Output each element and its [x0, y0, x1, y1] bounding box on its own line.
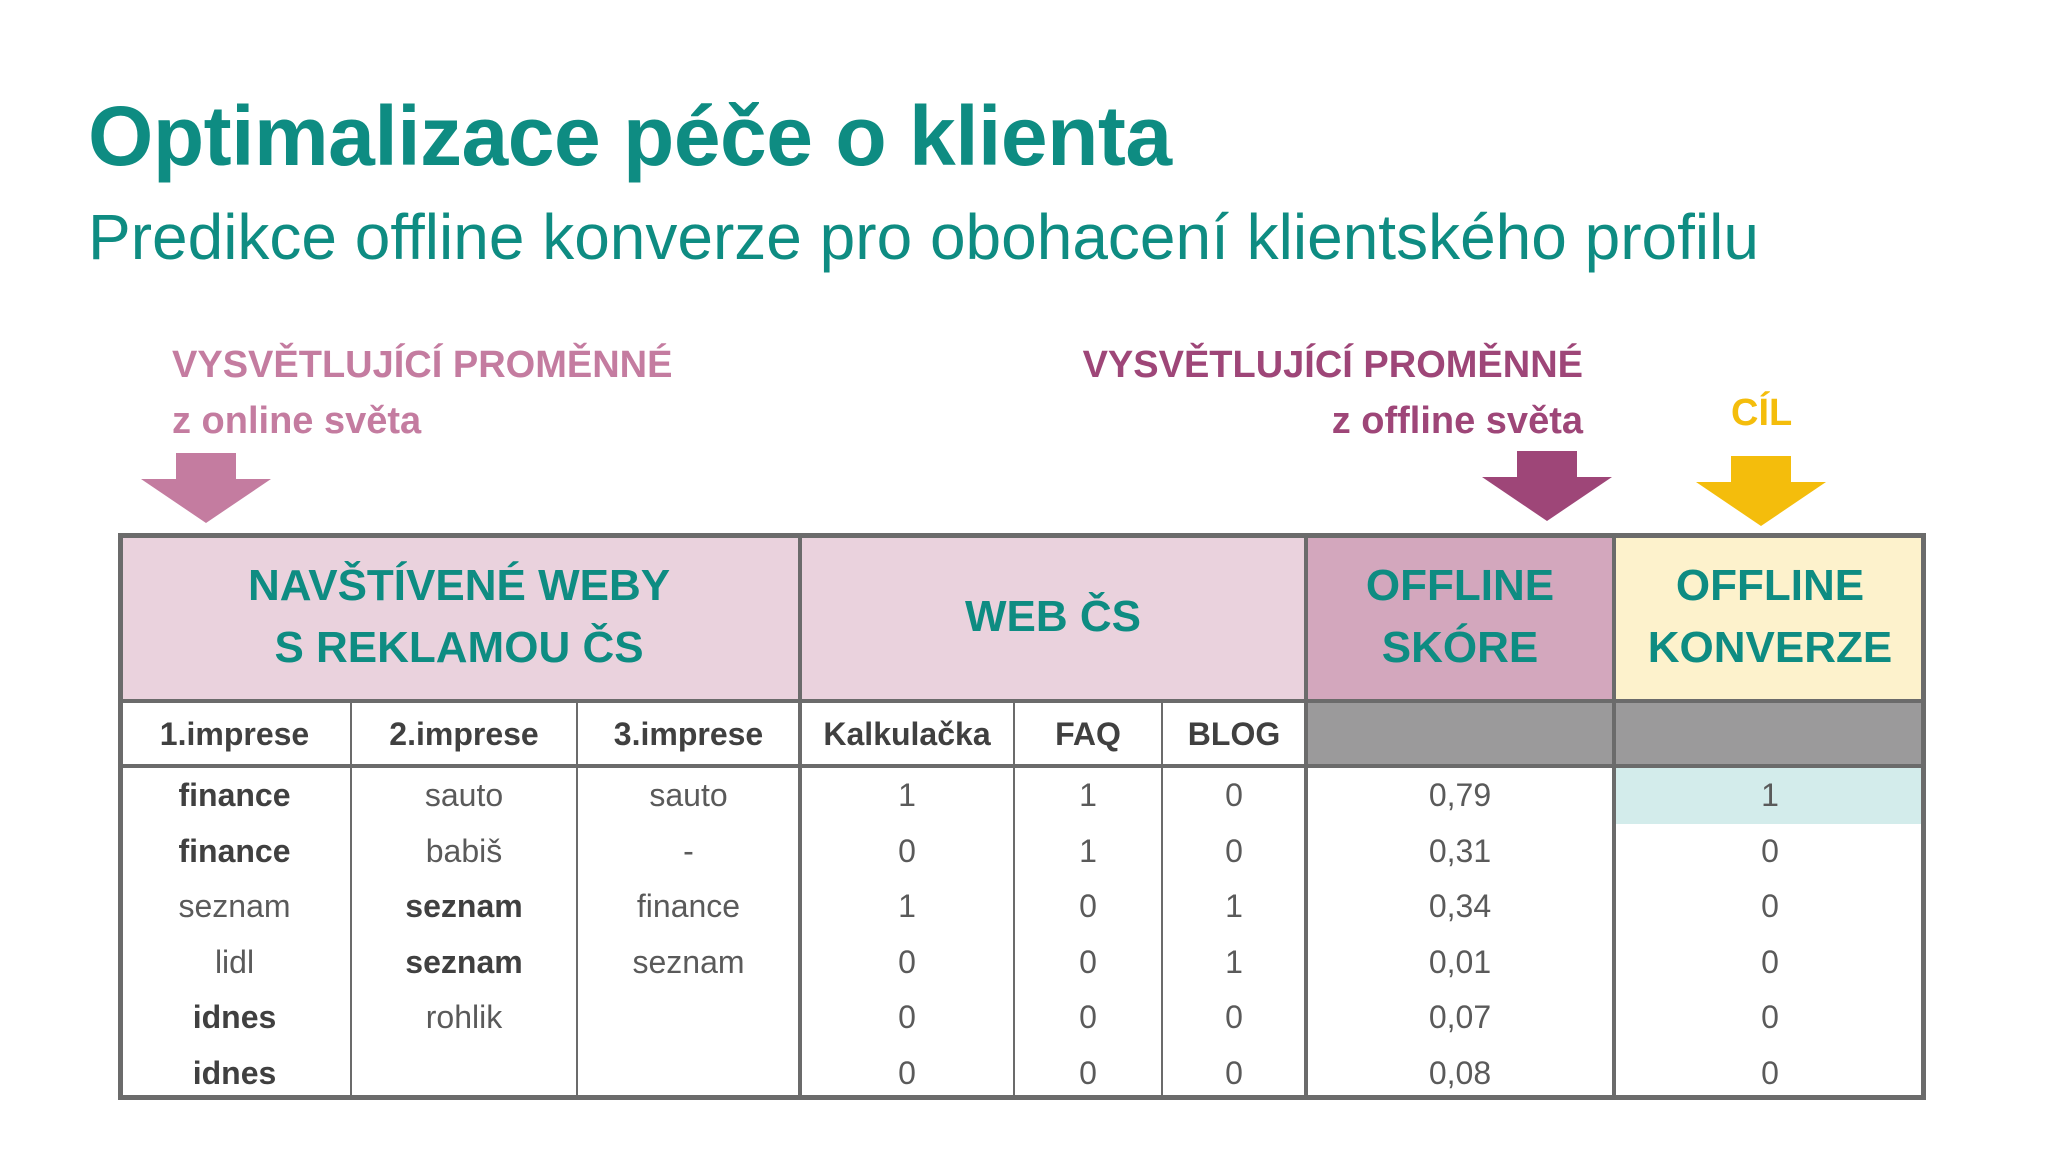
- divider-header: [118, 699, 1926, 703]
- column-header-3-imprese: 3.imprese: [613, 715, 764, 752]
- table-cell-blog: 1: [1225, 888, 1243, 925]
- column-header-score-blank: [1306, 701, 1614, 767]
- table-cell-conv: 1: [1761, 777, 1779, 814]
- online-variables-label: [172, 337, 672, 449]
- table-cell-c3: sauto: [649, 777, 728, 814]
- header-offline-score-line1: OFFLINE: [1365, 561, 1555, 610]
- table-cell-c1: seznam: [178, 888, 291, 925]
- table-cell-conv: 0: [1761, 888, 1779, 925]
- table-cell-faq: 0: [1079, 1054, 1097, 1091]
- table-cell-c1: idnes: [192, 1054, 277, 1091]
- conversion-table: [118, 533, 1926, 1100]
- table-cell-c1: lidl: [214, 943, 255, 980]
- column-header-kalkulacka: Kalkulačka: [823, 715, 991, 752]
- table-cell-faq: 1: [1079, 777, 1097, 814]
- divider-col-1: [350, 701, 352, 1100]
- table-cell-blog: 1: [1225, 943, 1243, 980]
- divider-col-2: [576, 701, 578, 1100]
- table-cell-kalk: 0: [898, 943, 916, 980]
- offline-variables-label: [1083, 337, 1583, 449]
- table-cell-kalk: 0: [898, 999, 916, 1036]
- header-visited-websites-line1: NAVŠTÍVENÉ WEBY: [247, 561, 671, 610]
- table-cell-conv: 0: [1761, 943, 1779, 980]
- table-cell-c3: [577, 990, 800, 1046]
- offline-label-line2: z offline světa: [1331, 400, 1583, 442]
- table-cell-kalk: 0: [898, 832, 916, 869]
- table-cell-score: 0,79: [1428, 777, 1492, 814]
- table-cell-blog: 0: [1225, 832, 1243, 869]
- table-cell-conv: 0: [1761, 832, 1779, 869]
- target-label: CÍL: [1731, 392, 1793, 434]
- table-cell-c3: -: [683, 832, 694, 869]
- page-title: Optimalizace péče o klienta: [88, 89, 1172, 183]
- table-cell-score: 0,31: [1428, 832, 1492, 869]
- table-cell-faq: 0: [1079, 999, 1097, 1036]
- table-cell-c2: seznam: [405, 943, 523, 980]
- table-cell-kalk: 0: [898, 1054, 916, 1091]
- online-label-line2: z online světa: [172, 400, 422, 442]
- table-cell-c2: seznam: [405, 888, 523, 925]
- table-cell-kalk: 1: [898, 777, 916, 814]
- header-offline-score: [1306, 533, 1614, 701]
- column-header-faq: FAQ: [1055, 715, 1121, 752]
- divider-subheader: [118, 764, 1926, 768]
- table-cell-blog: 0: [1225, 1054, 1243, 1091]
- header-offline-conversion-line2: KONVERZE: [1647, 623, 1893, 672]
- table-cell-faq: 0: [1079, 943, 1097, 980]
- divider-group-3: [1612, 533, 1616, 1100]
- table-cell-c1: finance: [178, 777, 291, 814]
- table-cell-c3: finance: [636, 888, 741, 925]
- arrow-down-icon: [141, 453, 271, 523]
- table-cell-blog: 0: [1225, 777, 1243, 814]
- table-border-left: [118, 533, 123, 1100]
- column-header-conversion-blank: [1614, 701, 1926, 767]
- table-border-bottom: [118, 1095, 1926, 1100]
- online-label-line1: VYSVĚTLUJÍCÍ PROMĚNNÉ: [172, 344, 673, 386]
- header-offline-conversion-line1: OFFLINE: [1675, 561, 1865, 610]
- table-cell-score: 0,07: [1428, 999, 1492, 1036]
- table-cell-c2: babiš: [425, 832, 503, 869]
- header-offline-score-line2: SKÓRE: [1381, 623, 1539, 672]
- column-header-blog: BLOG: [1187, 715, 1281, 752]
- table-cell-c1: finance: [178, 832, 291, 869]
- table-cell-score: 0,08: [1428, 1054, 1492, 1091]
- table-cell-score: 0,01: [1428, 943, 1492, 980]
- arrow-down-icon: [1696, 456, 1826, 526]
- table-cell-c3: seznam: [632, 943, 745, 980]
- table-cell-c2: rohlik: [425, 999, 503, 1036]
- divider-col-4: [1013, 701, 1015, 1100]
- table-cell-faq: 1: [1079, 832, 1097, 869]
- table-cell-faq: 0: [1079, 888, 1097, 925]
- table-cell-score: 0,34: [1428, 888, 1492, 925]
- table-cell-c3: [577, 1046, 800, 1102]
- table-cell-blog: 0: [1225, 999, 1243, 1036]
- table-cell-c1: idnes: [192, 999, 277, 1036]
- page-subtitle: Predikce offline konverze pro obohacení klientského profilu: [88, 201, 1759, 273]
- table-border-right: [1921, 533, 1926, 1100]
- column-header-1-imprese: 1.imprese: [159, 715, 310, 752]
- table-cell-conv: 0: [1761, 999, 1779, 1036]
- table-cell-c2: sauto: [424, 777, 504, 814]
- header-web-cs: [800, 533, 1306, 701]
- header-visited-websites: [118, 533, 800, 701]
- table-border-top: [118, 533, 1926, 538]
- divider-group-2: [1304, 533, 1308, 1100]
- divider-col-5: [1161, 701, 1163, 1100]
- offline-label-line1: VYSVĚTLUJÍCÍ PROMĚNNÉ: [1082, 344, 1583, 386]
- table-cell-c2: [351, 1046, 577, 1102]
- header-visited-websites-line2: S REKLAMOU ČS: [274, 623, 644, 672]
- arrow-down-icon: [1482, 451, 1612, 521]
- column-header-2-imprese: 2.imprese: [389, 715, 539, 752]
- table-cell-kalk: 1: [898, 888, 916, 925]
- header-web-cs-label: WEB ČS: [965, 592, 1141, 641]
- header-offline-conversion: [1614, 533, 1926, 701]
- table-cell-conv: 0: [1761, 1054, 1779, 1091]
- divider-group-1: [798, 533, 802, 1100]
